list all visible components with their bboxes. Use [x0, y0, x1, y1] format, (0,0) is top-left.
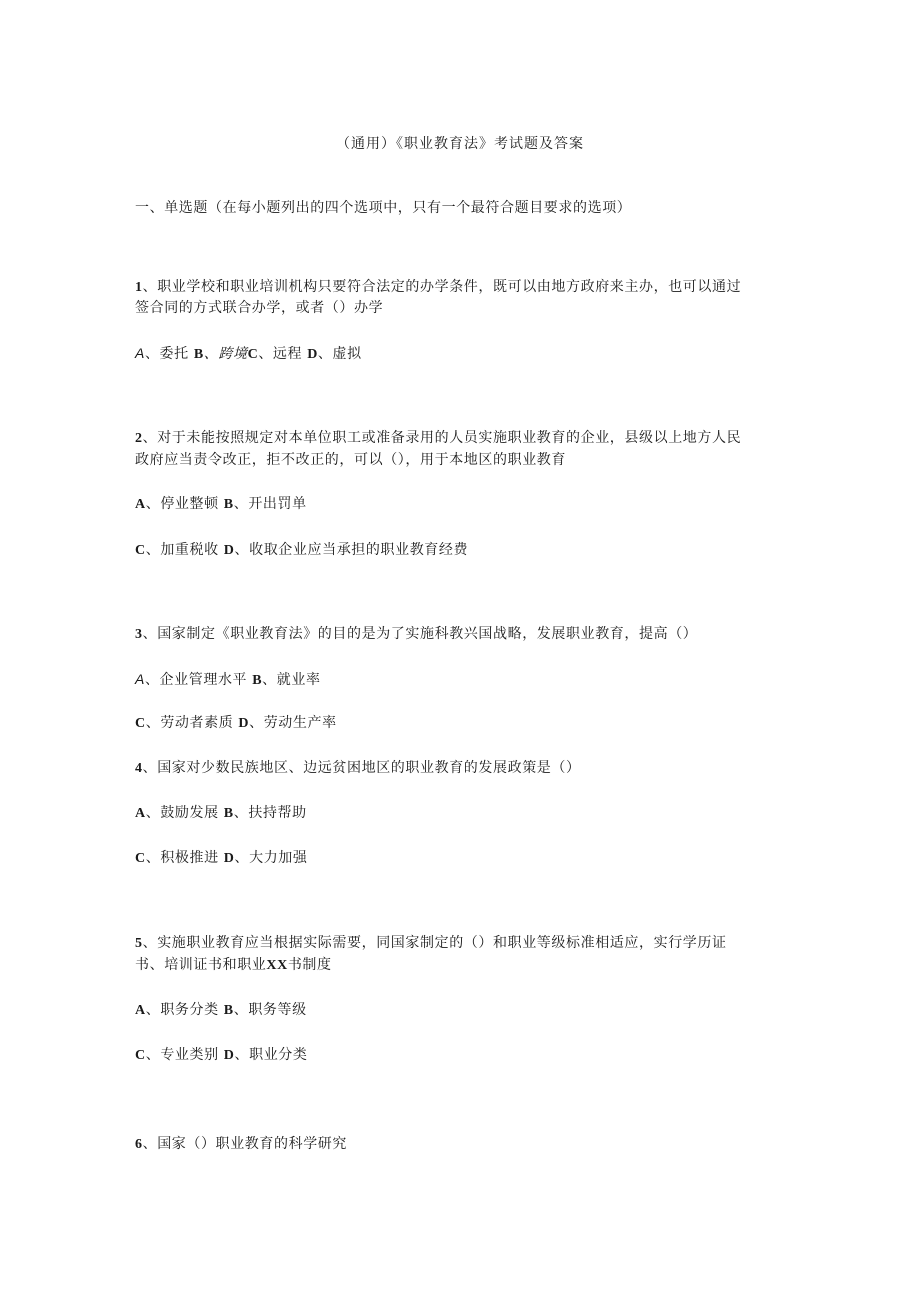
question-2-text-1: 、对于未能按照规定对本单位职工或准备录用的人员实施职业教育的企业，县级以上地方人民: [142, 430, 742, 446]
question-4-options-cd: [135, 848, 308, 869]
q2-option-d-letter: D: [223, 543, 235, 558]
q4-option-a-letter: A: [135, 806, 146, 821]
document-title: （通用）《职业教育法》考试题及答案: [336, 136, 584, 152]
question-2-line-1: [135, 428, 741, 449]
q4-option-c-letter: C: [135, 851, 146, 866]
question-6-text-1: 、国家（）职业教育的科学研究: [142, 1136, 348, 1152]
question-2-options-cd: [135, 540, 468, 561]
question-5-line-2: [135, 955, 332, 976]
q5-option-d-letter: D: [223, 1048, 235, 1063]
q5-option-b-letter: B: [223, 1003, 234, 1018]
q2-option-c-letter: C: [135, 543, 146, 558]
question-5-line-1: [135, 933, 727, 954]
q2-option-a-letter: A: [135, 497, 146, 512]
q4-option-d-text: 、大力加强: [234, 850, 308, 866]
question-1-number: 1: [135, 280, 143, 295]
q3-option-c-letter: C: [135, 716, 146, 731]
q5-option-b-text: 、职务等级: [233, 1002, 307, 1018]
question-6-number: 6: [135, 1137, 143, 1152]
question-1-text-1: 、职业学校和职业培训机构只要符合法定的办学条件，既可以由地方政府来主办，也可以通过: [142, 279, 742, 295]
question-3-options-ab: [135, 669, 321, 691]
q4-option-c-text: 、积极推进: [145, 850, 219, 866]
q2-option-a-text: 、停业整顿: [145, 496, 219, 512]
question-2-number: 2: [135, 431, 143, 446]
q3-option-a-text: 、企业管理水平: [144, 672, 248, 688]
question-5-number: 5: [135, 936, 143, 951]
question-5-text-2-bold: XX: [266, 958, 288, 973]
q5-option-c-letter: C: [135, 1048, 146, 1063]
question-3-line-1: [135, 624, 697, 645]
question-4-options-ab: [135, 803, 307, 824]
q4-option-a-text: 、鼓励发展: [145, 805, 219, 821]
q5-option-d-text: 、职业分类: [234, 1047, 308, 1063]
q4-option-d-letter: D: [223, 851, 235, 866]
question-2-line-2: 政府应当责令改正，拒不改正的，可以（），用于本地区的职业教育: [135, 452, 566, 468]
q3-option-c-text: 、劳动者素质: [145, 715, 234, 731]
question-4-number: 4: [135, 761, 143, 776]
section-heading: 一、单选题（在每小题列出的四个选项中，只有一个最符合题目要求的选项）: [135, 200, 632, 216]
question-5-text-1: 、实施职业教育应当根据实际需要，同国家制定的（）和职业等级标准相适应，实行学历证: [142, 935, 727, 951]
question-5-options-ab: [135, 1000, 307, 1021]
question-3-options-cd: [135, 713, 337, 734]
question-4-text-1: 、国家对少数民族地区、边远贫困地区的职业教育的发展政策是（）: [142, 760, 581, 776]
q3-option-b-text: 、就业率: [262, 672, 321, 688]
question-3-text-1: 、国家制定《职业教育法》的目的是为了实施科教兴国战略，发展职业教育，提高（）: [142, 626, 698, 642]
question-5-text-2b: 书制度: [287, 957, 332, 973]
q4-option-b-text: 、扶持帮助: [233, 805, 307, 821]
q1-option-c-letter: C: [247, 347, 259, 362]
q1-option-d-letter: D: [307, 347, 318, 362]
q3-option-a-letter: A: [135, 671, 145, 687]
question-6-line-1: [135, 1134, 347, 1155]
q1-option-c-text: 、远程: [258, 346, 303, 362]
q1-option-a-text: 、委托: [144, 346, 189, 362]
q5-option-c-text: 、专业类别: [145, 1047, 219, 1063]
question-5-options-cd: [135, 1045, 308, 1066]
q2-option-b-letter: B: [223, 497, 234, 512]
q1-option-b-letter: B: [193, 347, 204, 362]
q2-option-c-text: 、加重税收: [145, 542, 219, 558]
question-1-line-1: [135, 277, 741, 298]
question-1-line-2: 签合同的方式联合办学，或者（）办学: [135, 300, 384, 316]
q2-option-d-text: 、收取企业应当承担的职业教育经费: [234, 542, 469, 558]
q1-option-a-letter: A: [135, 345, 145, 361]
q4-option-b-letter: B: [223, 806, 234, 821]
q1-option-b-text: 、跨境: [203, 346, 248, 362]
q3-option-d-text: 、劳动生产率: [249, 715, 337, 731]
q3-option-d-letter: D: [238, 716, 250, 731]
q3-option-b-letter: B: [252, 673, 263, 688]
question-3-number: 3: [135, 627, 143, 642]
q2-option-b-text: 、开出罚单: [233, 496, 307, 512]
question-2-options-ab: [135, 494, 307, 515]
question-4-line-1: [135, 758, 581, 779]
q5-option-a-text: 、职务分类: [145, 1002, 219, 1018]
q1-option-d-text: 、虚拟: [317, 346, 362, 362]
question-1-options: [135, 343, 362, 365]
q5-option-a-letter: A: [135, 1003, 146, 1018]
question-5-text-2a: 书、培训证书和职业: [135, 957, 267, 973]
